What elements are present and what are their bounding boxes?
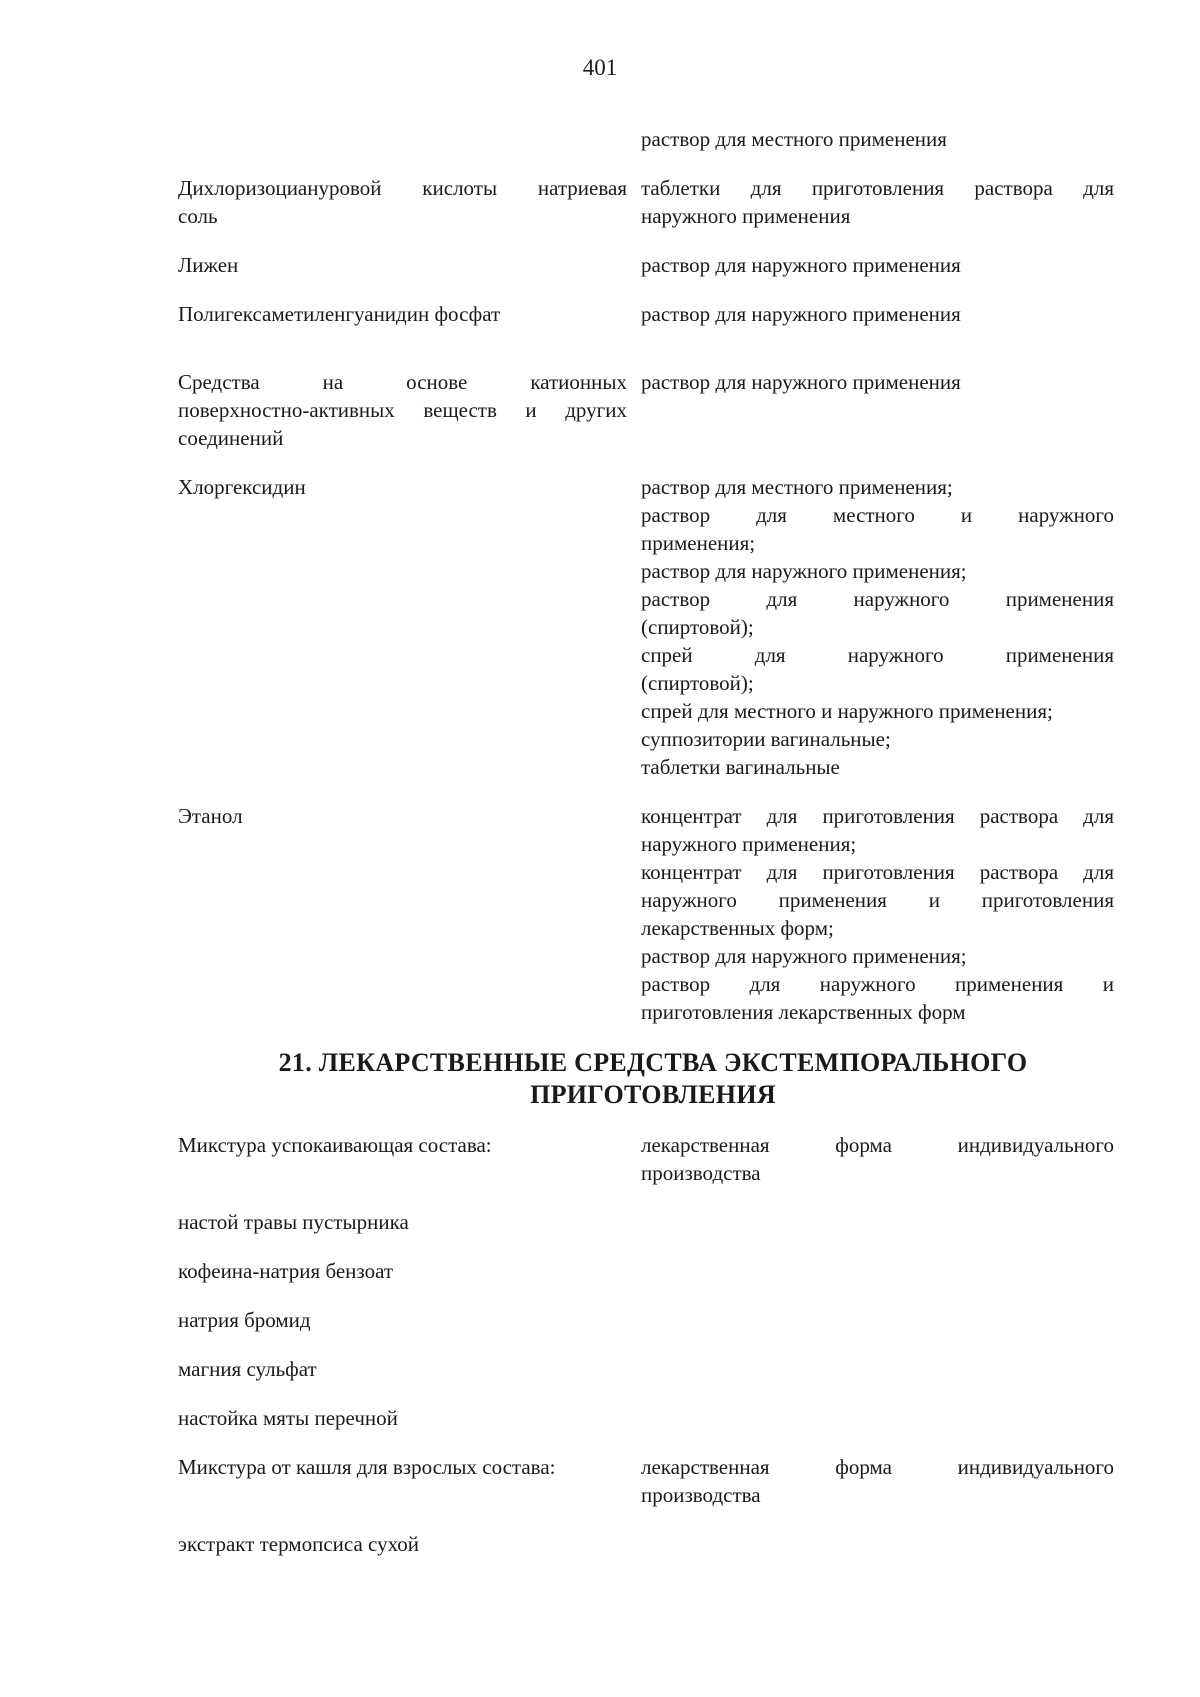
dosage-form: [641, 125, 1114, 153]
drug-name: [178, 1404, 641, 1432]
drug-name-line: соль: [178, 204, 218, 228]
dosage-form: [641, 251, 1114, 279]
drug-name-line: Лижен: [178, 253, 239, 277]
drug-name: [178, 1208, 641, 1236]
table-row: [178, 1453, 1128, 1509]
drug-name-line: экстракт термопсиса сухой: [178, 1532, 420, 1556]
dosage-form-line: раствор для местного применения: [641, 127, 947, 151]
drug-name: [178, 1355, 641, 1383]
dosage-form-line: спрей для наружного применения: [641, 643, 1114, 667]
dosage-form: [641, 174, 1114, 230]
drug-table-top: [178, 125, 1128, 1026]
section-title-line-1: 21. ЛЕКАРСТВЕННЫЕ СРЕДСТВА ЭКСТЕМПОРАЛЬНОГО: [278, 1048, 1028, 1077]
drug-name-line: Полигексаметиленгуанидин фосфат: [178, 302, 501, 326]
table-row: [178, 125, 1128, 153]
dosage-form: [641, 1355, 1114, 1383]
dosage-form-line: раствор для местного и наружного: [641, 503, 1114, 527]
dosage-form-line: производства: [641, 1483, 761, 1507]
dosage-form: [641, 1257, 1114, 1285]
dosage-form-line: приготовления лекарственных форм: [641, 1000, 966, 1024]
dosage-form-line: раствор для наружного применения: [641, 253, 961, 277]
table-row: [178, 1208, 1128, 1236]
dosage-form-line: наружного применения: [641, 204, 851, 228]
table-row: [178, 1355, 1128, 1383]
dosage-form-line: раствор для наружного применения;: [641, 944, 967, 968]
dosage-form: [641, 1306, 1114, 1334]
dosage-form-line: лекарственная форма индивидуального: [641, 1455, 1114, 1479]
drug-name: [178, 1257, 641, 1285]
drug-name: [178, 251, 641, 279]
drug-name: [178, 1131, 641, 1187]
drug-name-line: Микстура успокаивающая состава:: [178, 1133, 492, 1157]
dosage-form-line: суппозитории вагинальные;: [641, 727, 891, 751]
dosage-form: [641, 1530, 1114, 1558]
dosage-form-line: раствор для наружного применения;: [641, 559, 967, 583]
dosage-form-line: таблетки для приготовления раствора для: [641, 176, 1114, 200]
drug-name-line: соединений: [178, 426, 284, 450]
drug-name-line: Хлоргексидин: [178, 475, 306, 499]
dosage-form: [641, 1208, 1114, 1236]
dosage-form: [641, 1453, 1114, 1509]
drug-name: [178, 473, 641, 781]
table-row: [178, 174, 1128, 230]
section-title-line-2: ПРИГОТОВЛЕНИЯ: [530, 1080, 776, 1109]
drug-name-line: Средства на основе катионных: [178, 370, 627, 394]
table-row: [178, 1306, 1128, 1334]
dosage-form-line: раствор для местного применения;: [641, 475, 953, 499]
dosage-form-line: наружного применения и приготовления: [641, 888, 1114, 912]
table-row: [178, 802, 1128, 1026]
drug-table-bottom: [178, 1131, 1128, 1558]
drug-name: [178, 802, 641, 1026]
dosage-form: [641, 802, 1114, 1026]
table-row: [178, 473, 1128, 781]
document-body: [178, 125, 1128, 1579]
drug-name-line: натрия бромид: [178, 1308, 311, 1332]
dosage-form-line: раствор для наружного применения: [641, 370, 961, 394]
dosage-form-line: раствор для наружного применения: [641, 302, 961, 326]
dosage-form-line: концентрат для приготовления раствора для: [641, 804, 1114, 828]
dosage-form-line: раствор для наружного применения: [641, 587, 1114, 611]
drug-name-line: настойка мяты перечной: [178, 1406, 398, 1430]
dosage-form: [641, 1404, 1114, 1432]
drug-name-line: магния сульфат: [178, 1357, 317, 1381]
drug-name: [178, 1453, 641, 1509]
dosage-form-line: применения;: [641, 531, 756, 555]
dosage-form-line: производства: [641, 1161, 761, 1185]
page-number: 401: [582, 55, 618, 80]
drug-name-line: кофеина-натрия бензоат: [178, 1259, 394, 1283]
table-row: [178, 251, 1128, 279]
table-row: [178, 1131, 1128, 1187]
table-row: [178, 1404, 1128, 1432]
dosage-form: [641, 473, 1114, 781]
drug-name: [178, 1306, 641, 1334]
dosage-form-line: (спиртовой);: [641, 671, 754, 695]
dosage-form-line: лекарственная форма индивидуального: [641, 1133, 1114, 1157]
dosage-form-line: (спиртовой);: [641, 615, 754, 639]
drug-name-line: поверхностно-активных веществ и других: [178, 398, 627, 422]
dosage-form-line: таблетки вагинальные: [641, 755, 840, 779]
drug-name: [178, 368, 641, 452]
drug-name-line: Этанол: [178, 804, 243, 828]
drug-name: [178, 174, 641, 230]
drug-name: [178, 125, 641, 153]
drug-name: [178, 300, 641, 328]
drug-name: [178, 1530, 641, 1558]
dosage-form: [641, 368, 1114, 452]
table-row: [178, 1530, 1128, 1558]
drug-name-line: Дихлоризоциануровой кислоты натриевая: [178, 176, 627, 200]
dosage-form-line: наружного применения;: [641, 832, 857, 856]
dosage-form: [641, 1131, 1114, 1187]
dosage-form-line: лекарственных форм;: [641, 916, 834, 940]
dosage-form-line: спрей для местного и наружного применения;: [641, 699, 1053, 723]
table-row: [178, 1257, 1128, 1285]
table-row: [178, 368, 1128, 452]
dosage-form-line: концентрат для приготовления раствора для: [641, 860, 1114, 884]
drug-name-line: настой травы пустырника: [178, 1210, 409, 1234]
table-row: [178, 300, 1128, 328]
drug-name-line: Микстура от кашля для взрослых состава:: [178, 1455, 556, 1479]
dosage-form: [641, 300, 1114, 328]
section-title: [138, 1047, 1168, 1111]
dosage-form-line: раствор для наружного применения и: [641, 972, 1114, 996]
